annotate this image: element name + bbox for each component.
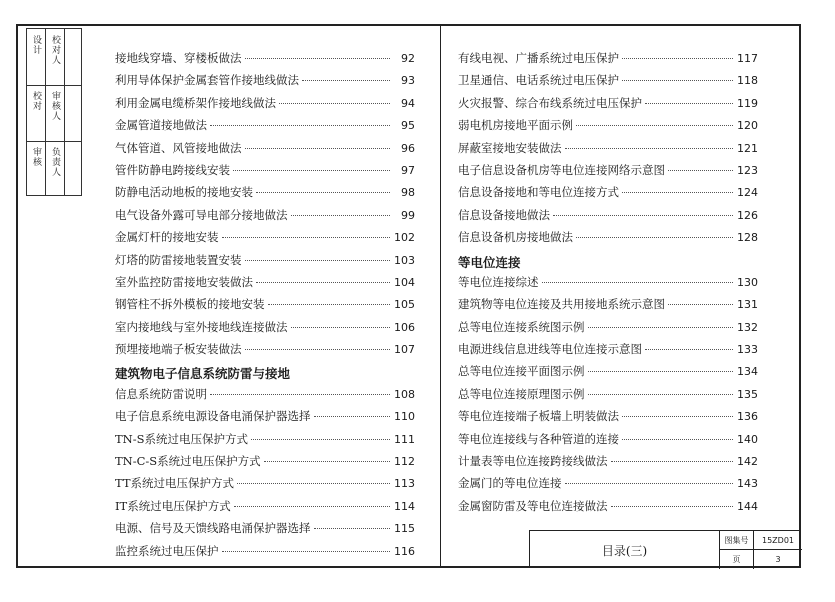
toc-entry[interactable] [458, 431, 758, 453]
toc-entry[interactable] [115, 543, 415, 565]
toc-entry-title: 室内接地线与室外接地线连接做法 [115, 319, 288, 334]
dot-leader [622, 58, 733, 59]
document-title: 目录(三) [530, 531, 720, 569]
toc-entry-title: 屏蔽室接地安装做法 [458, 140, 562, 155]
dot-leader [542, 282, 734, 283]
toc-entry-page: 113 [394, 477, 415, 491]
toc-entry-page: 140 [737, 432, 758, 446]
toc-entry[interactable] [115, 252, 415, 274]
toc-entry-page: 132 [737, 320, 758, 334]
toc-entry-title: 利用金属电缆桥架作接地线做法 [115, 95, 276, 110]
toc-entry[interactable] [458, 453, 758, 475]
toc-entry-page: 119 [737, 96, 758, 110]
toc-entry-page: 142 [737, 455, 758, 469]
toc-entry-page: 136 [737, 410, 758, 424]
toc-entry[interactable] [115, 162, 415, 184]
toc-entry-page: 95 [401, 119, 415, 133]
toc-entry[interactable] [115, 184, 415, 206]
dot-leader [314, 528, 391, 529]
toc-entry-title: 电源、信号及天馈线路电涌保护器选择 [115, 521, 311, 536]
dot-leader [576, 237, 733, 238]
binding-label: 负责人 [50, 147, 60, 177]
toc-entry-title: 利用导体保护金属套管作接地线做法 [115, 73, 299, 88]
dot-leader [210, 125, 390, 126]
dot-leader [291, 215, 391, 216]
toc-entry-page: 103 [394, 253, 415, 267]
toc-entry[interactable] [458, 498, 758, 520]
toc-entry-page: 128 [737, 231, 758, 245]
toc-entry-page: 111 [394, 432, 415, 446]
toc-entry-title: 信息设备接地做法 [458, 207, 550, 222]
toc-entry-title: 有线电视、广播系统过电压保护 [458, 51, 619, 65]
toc-entry[interactable] [115, 386, 415, 408]
binding-divider [27, 141, 81, 142]
toc-entry[interactable] [115, 117, 415, 139]
toc-entry-title: 火灾报警、综合布线系统过电压保护 [458, 95, 642, 110]
dot-leader [222, 237, 391, 238]
toc-entry-title: 灯塔的防雷接地装置安装 [115, 252, 242, 267]
toc-entry[interactable] [115, 453, 415, 475]
toc-entry-page: 133 [737, 343, 758, 357]
toc-entry[interactable] [115, 72, 415, 94]
toc-entry-page: 106 [394, 320, 415, 334]
toc-entry-page: 118 [737, 74, 758, 88]
toc-entry-page: 108 [394, 387, 415, 401]
dot-leader [222, 551, 391, 552]
toc-entry-title: 计量表等电位连接跨接线做法 [458, 454, 608, 469]
dot-leader [256, 192, 390, 193]
toc-entry[interactable] [115, 520, 415, 542]
toc-entry-page: 97 [401, 163, 415, 177]
toc-entry-page: 110 [394, 410, 415, 424]
toc-entry[interactable] [115, 431, 415, 453]
toc-entry-title: 管件防静电跨接线安装 [115, 162, 230, 177]
toc-entry[interactable] [458, 296, 758, 318]
toc-left-column [115, 50, 415, 565]
toc-entry[interactable] [458, 184, 758, 206]
toc-entry-title: 信息设备机房接地做法 [458, 230, 573, 245]
dot-leader [588, 371, 734, 372]
toc-entry-title: 接地线穿墙、穿楼板做法 [115, 51, 242, 65]
toc-entry[interactable] [115, 498, 415, 520]
toc-entry[interactable] [458, 207, 758, 229]
dot-leader [314, 416, 391, 417]
dot-leader [588, 394, 734, 395]
toc-entry[interactable] [458, 319, 758, 341]
dot-leader [245, 260, 391, 261]
toc-entry-title: 电子信息设备机房等电位连接网络示意图 [458, 162, 665, 177]
toc-entry[interactable] [458, 475, 758, 497]
dot-leader [611, 506, 734, 507]
toc-entry-page: 96 [401, 141, 415, 155]
toc-entry-title: 预埋接地端子板安装做法 [115, 342, 242, 357]
dot-leader [264, 461, 390, 462]
toc-entry-title: 钢管柱不拆外模板的接地安装 [115, 297, 265, 312]
dot-leader [622, 80, 733, 81]
toc-entry[interactable] [115, 229, 415, 251]
toc-entry-page: 93 [401, 74, 415, 88]
toc-entry-page: 112 [394, 455, 415, 469]
toc-entry-page: 114 [394, 499, 415, 513]
dot-leader [668, 170, 733, 171]
dot-leader [245, 58, 391, 59]
toc-entry-page: 131 [737, 298, 758, 312]
page-number: 3 [775, 555, 781, 564]
toc-entry-page: 123 [737, 163, 758, 177]
toc-entry[interactable] [115, 207, 415, 229]
toc-entry-title: 金属灯杆的接地安装 [115, 230, 219, 245]
toc-entry-title: TN-S系统过电压保护方式 [115, 431, 248, 446]
dot-leader [622, 439, 733, 440]
toc-entry-title: 等电位连接线与各种管道的连接 [458, 431, 619, 446]
toc-entry-page: 116 [394, 544, 415, 558]
column-divider [440, 24, 441, 568]
toc-entry[interactable] [458, 386, 758, 408]
toc-entry[interactable] [458, 408, 758, 430]
toc-entry-page: 120 [737, 119, 758, 133]
title-block [529, 530, 801, 568]
toc-entry[interactable] [458, 162, 758, 184]
toc-entry[interactable] [115, 296, 415, 318]
dot-leader [245, 349, 391, 350]
page-label: 页 [720, 550, 754, 569]
toc-entry[interactable] [115, 475, 415, 497]
dot-leader [645, 349, 733, 350]
binding-divider [27, 85, 81, 86]
toc-entry-title: 总等电位连接原理图示例 [458, 386, 585, 401]
toc-entry-page: 134 [737, 365, 758, 379]
toc-entry[interactable] [458, 117, 758, 139]
dot-leader [302, 80, 390, 81]
dot-leader [588, 327, 734, 328]
dot-leader [233, 170, 390, 171]
binding-margin-signature-block [26, 28, 82, 196]
toc-entry[interactable] [115, 319, 415, 341]
toc-entry[interactable] [458, 72, 758, 94]
dot-leader [279, 103, 390, 104]
toc-entry-title: TN-C-S系统过电压保护方式 [115, 454, 261, 469]
toc-entry-title: 信息设备接地和等电位连接方式 [458, 185, 619, 200]
toc-entry-title: 金属窗防雷及等电位连接做法 [458, 498, 608, 513]
toc-entry[interactable] [458, 341, 758, 363]
toc-right-column [458, 50, 758, 520]
toc-entry[interactable] [458, 274, 758, 296]
atlas-number-label: 图集号 [720, 531, 754, 550]
binding-label: 校对 [31, 91, 41, 111]
toc-entry-page: 102 [394, 231, 415, 245]
toc-entry-title: 信息系统防雷说明 [115, 386, 207, 401]
toc-entry-title: 金属管道接地做法 [115, 118, 207, 133]
dot-leader [268, 304, 391, 305]
toc-section-heading: 等电位连接 [458, 254, 521, 270]
toc-entry-page: 98 [401, 186, 415, 200]
dot-leader [622, 192, 733, 193]
dot-leader [251, 439, 390, 440]
toc-entry-page: 126 [737, 208, 758, 222]
binding-label: 校对人 [50, 35, 60, 65]
dot-leader [256, 282, 390, 283]
toc-entry-page: 144 [737, 499, 758, 513]
toc-entry-page: 117 [737, 52, 758, 65]
toc-entry-page: 104 [394, 275, 415, 289]
toc-entry-page: 124 [737, 186, 758, 200]
toc-entry-title: 总等电位连接平面图示例 [458, 364, 585, 379]
dot-leader [237, 483, 390, 484]
toc-entry-page: 99 [401, 208, 415, 222]
atlas-number: 15ZD01 [754, 531, 802, 550]
toc-entry-title: 金属门的等电位连接 [458, 476, 562, 491]
toc-entry-page: 130 [737, 275, 758, 289]
toc-entry[interactable] [115, 341, 415, 363]
dot-leader [553, 215, 733, 216]
toc-entry-page: 92 [401, 52, 415, 65]
toc-entry-page: 121 [737, 141, 758, 155]
dot-leader [622, 416, 733, 417]
binding-label: 审核人 [50, 91, 60, 121]
dot-leader [210, 394, 390, 395]
toc-entry[interactable] [458, 363, 758, 385]
toc-entry-title: 总等电位连接系统图示例 [458, 319, 585, 334]
toc-entry-title: 等电位连接端子板墙上明装做法 [458, 409, 619, 424]
dot-leader [576, 125, 733, 126]
toc-entry-title: 气体管道、风管接地做法 [115, 140, 242, 155]
toc-entry-title: IT系统过电压保护方式 [115, 498, 231, 513]
toc-entry-page: 94 [401, 96, 415, 110]
toc-entry-page: 143 [737, 477, 758, 491]
toc-entry-title: TT系统过电压保护方式 [115, 476, 235, 491]
binding-divider [45, 29, 46, 195]
toc-section-heading: 建筑物电子信息系统防雷与接地 [115, 366, 291, 382]
toc-entry-title: 电子信息系统电源设备电涌保护器选择 [115, 409, 311, 424]
toc-entry[interactable] [458, 229, 758, 251]
toc-entry-title: 防静电活动地板的接地安装 [115, 185, 253, 200]
toc-entry-title: 电源进线信息进线等电位连接示意图 [458, 342, 642, 357]
toc-entry[interactable] [115, 95, 415, 117]
toc-entry-page: 105 [394, 298, 415, 312]
binding-label: 设计 [31, 35, 41, 55]
dot-leader [234, 506, 390, 507]
toc-entry[interactable] [115, 408, 415, 430]
toc-entry-title: 室外监控防雷接地安装做法 [115, 274, 253, 289]
toc-entry-title: 卫星通信、电话系统过电压保护 [458, 73, 619, 88]
binding-label: 审核 [31, 147, 41, 167]
dot-leader [668, 304, 733, 305]
toc-entry[interactable] [458, 50, 758, 72]
toc-entry[interactable] [458, 95, 758, 117]
toc-entry-title: 弱电机房接地平面示例 [458, 118, 573, 133]
toc-entry-page: 135 [737, 387, 758, 401]
toc-entry[interactable] [458, 140, 758, 162]
toc-entry-title: 监控系统过电压保护 [115, 543, 219, 558]
dot-leader [291, 327, 391, 328]
dot-leader [565, 148, 734, 149]
dot-leader [611, 461, 734, 462]
toc-entry-title: 电气设备外露可导电部分接地做法 [115, 207, 288, 222]
toc-entry[interactable] [115, 274, 415, 296]
toc-entry-page: 115 [394, 522, 415, 536]
binding-divider [64, 29, 65, 195]
toc-entry[interactable] [115, 50, 415, 72]
dot-leader [245, 148, 391, 149]
toc-entry-title: 建筑物等电位连接及共用接地系统示意图 [458, 297, 665, 312]
toc-entry-title: 等电位连接综述 [458, 274, 539, 289]
toc-entry-page: 107 [394, 343, 415, 357]
toc-entry[interactable] [115, 140, 415, 162]
dot-leader [565, 483, 734, 484]
dot-leader [645, 103, 733, 104]
